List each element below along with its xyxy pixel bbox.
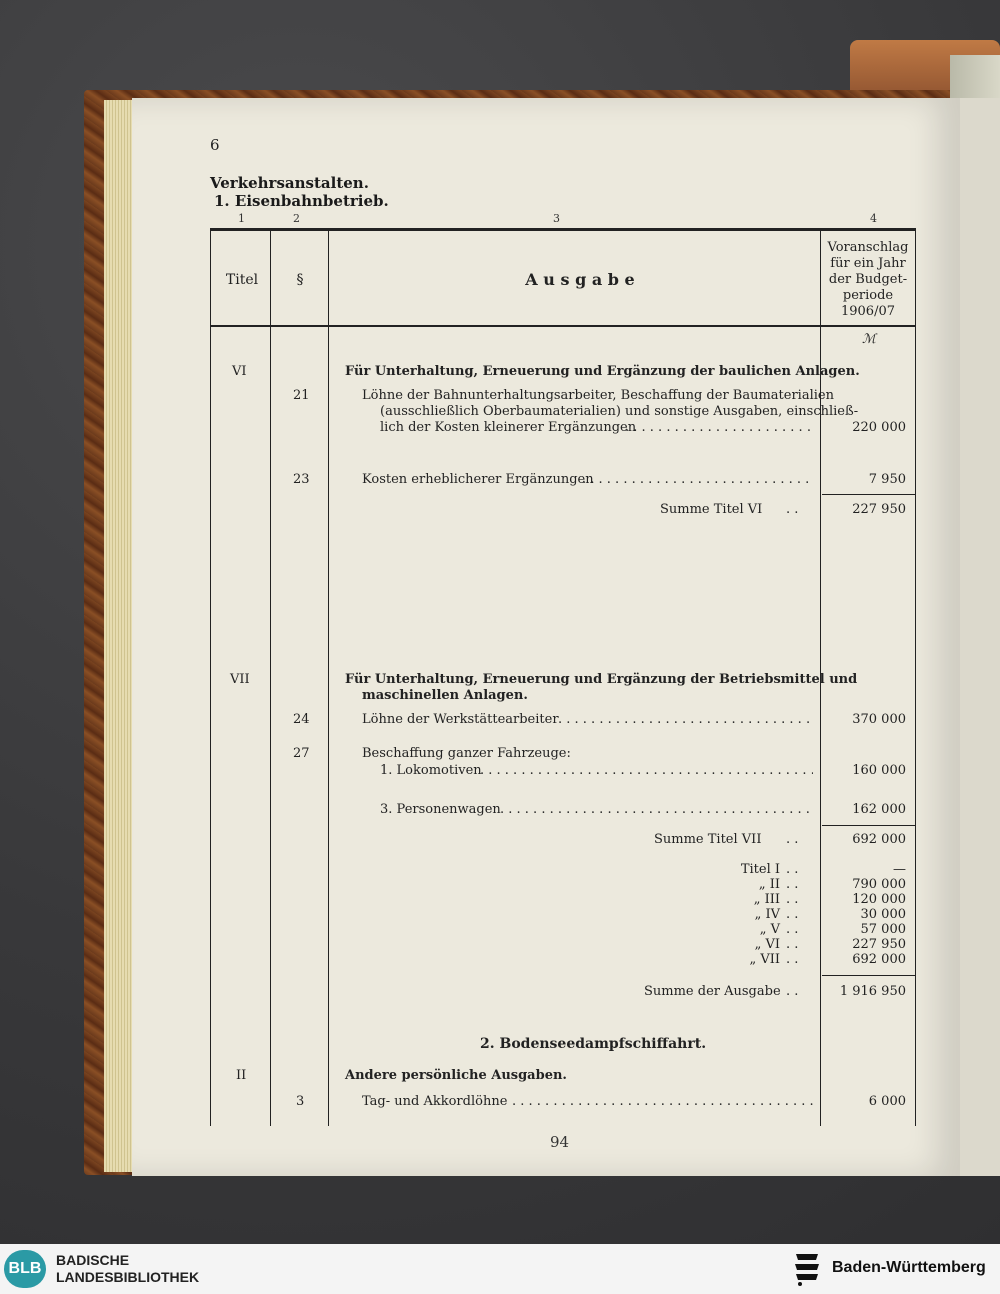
- paragraph-21-line1: Löhne der Bahnunterhaltungsarbeiter, Beschaffung der Baumaterialien: [362, 388, 834, 403]
- amount-3: 6 000: [868, 1094, 906, 1109]
- summary-amount: 227 950: [852, 937, 906, 952]
- titel-vi-heading: Für Unterhaltung, Erneuerung und Ergänzung der baulichen Anlagen.: [345, 364, 860, 379]
- column-number-4: 4: [870, 212, 877, 225]
- paragraph-24-text: Löhne der Werkstättearbeiter: [362, 712, 559, 727]
- amount-23: 7 950: [868, 472, 906, 487]
- page-edges: [104, 100, 134, 1172]
- sum-titel-vi-amount: 227 950: [852, 502, 906, 517]
- column-divider-1: [270, 231, 271, 1126]
- column-number-1: 1: [238, 212, 245, 225]
- paragraph-27: 27: [293, 746, 310, 761]
- amount-personenwagen: 162 000: [852, 802, 906, 817]
- sum-rule-7: [822, 825, 915, 826]
- sum-titel-vii-label: Summe Titel VII: [654, 832, 762, 847]
- header-ausgabe: A u s g a b e: [525, 270, 635, 289]
- titel-vii-heading-line2: maschinellen Anlagen.: [362, 688, 528, 703]
- paragraph-24: 24: [293, 712, 310, 727]
- dots-short: . .: [786, 502, 799, 517]
- summary-amount: 57 000: [860, 922, 906, 937]
- table-right-rule: [915, 231, 916, 1126]
- titel-vii: VII: [230, 672, 250, 687]
- amount-24: 370 000: [852, 712, 906, 727]
- lokomotiven-text: 1. Lokomotiven: [380, 763, 482, 778]
- next-page-edge: [960, 98, 1000, 1176]
- header-titel: Titel: [225, 272, 259, 288]
- summary-label: „ VI: [754, 937, 780, 952]
- table-left-rule: [210, 231, 211, 1126]
- header-paragraph: §: [296, 272, 304, 288]
- amount-lokomotiven: 160 000: [852, 763, 906, 778]
- total-label: Summe der Ausgabe: [644, 984, 781, 999]
- leader-dots: [480, 763, 813, 778]
- page-number: 6: [210, 136, 220, 154]
- summary-label: „ III: [753, 892, 780, 907]
- leader-dots: [512, 1094, 813, 1109]
- state-name[interactable]: Baden-Württemberg: [832, 1259, 986, 1276]
- summary-amount: 30 000: [860, 907, 906, 922]
- footer-page-number: 94: [550, 1133, 570, 1151]
- paragraph-3-text: Tag- und Akkordlöhne: [362, 1094, 508, 1109]
- summary-dots: . . . . . . . . . . . . . .: [786, 862, 799, 967]
- table-header-rule: [210, 325, 916, 327]
- header-voranschlag-line: Voranschlag: [827, 240, 909, 255]
- leader-dots: [500, 802, 813, 817]
- paragraph-21-line2: (ausschließlich Oberbaumaterialien) und sonstige Ausgaben, einschließ-: [380, 404, 859, 419]
- paragraph-21: 21: [293, 388, 310, 403]
- lion-crest-icon: [792, 1250, 822, 1288]
- summary-label: „ II: [758, 877, 780, 892]
- library-name-line2: LANDESBIBLIOTHEK: [56, 1269, 200, 1285]
- header-voranschlag: [822, 240, 914, 320]
- paragraph-21-line3: lich der Kosten kleinerer Ergänzungen: [380, 420, 637, 435]
- table-top-rule: [210, 228, 916, 231]
- sum-rule-6: [822, 494, 915, 495]
- column-divider-2: [328, 231, 329, 1126]
- summary-label: Titel I: [740, 862, 780, 877]
- section2-subheading: Andere persönliche Ausgaben.: [345, 1068, 567, 1083]
- library-name-line1: BADISCHE: [56, 1252, 130, 1268]
- header-voranschlag-line: für ein Jahr: [830, 256, 906, 271]
- paragraph-23: 23: [293, 472, 310, 487]
- section2-heading: 2. Bodenseedampfschiffahrt.: [480, 1036, 707, 1052]
- summary-label: „ VII: [749, 952, 780, 967]
- dots-short: . .: [786, 832, 799, 847]
- paragraph-3: 3: [296, 1094, 305, 1109]
- column-number-3: 3: [553, 212, 560, 225]
- summary-label: „ V: [759, 922, 780, 937]
- sum-titel-vii-amount: 692 000: [852, 832, 906, 847]
- section-title: Verkehrsanstalten.: [210, 174, 369, 192]
- personenwagen-text: 3. Personenwagen: [380, 802, 501, 817]
- header-voranschlag-line: der Budget-: [828, 272, 908, 287]
- amount-21: 220 000: [852, 420, 906, 435]
- leader-dots: [558, 712, 813, 727]
- paragraph-27-text: Beschaffung ganzer Fahrzeuge:: [362, 746, 571, 761]
- currency-unit: ℳ: [862, 332, 876, 347]
- summary-amount: —: [893, 862, 906, 877]
- summary-label: „ IV: [754, 907, 780, 922]
- paragraph-23-text: Kosten erheblicherer Ergänzungen: [362, 472, 594, 487]
- header-voranschlag-line: 1906/07: [840, 304, 895, 319]
- subsection-title: 1. Eisenbahnbetrieb.: [214, 192, 389, 210]
- header-voranschlag-line: periode: [842, 288, 894, 303]
- dots-short: . .: [786, 984, 799, 999]
- summary-amount: 120 000: [852, 892, 906, 907]
- sum-rule-total: [822, 975, 915, 976]
- sum-titel-vi-label: Summe Titel VI: [660, 502, 763, 517]
- blb-logo-icon[interactable]: BLB: [4, 1250, 46, 1288]
- titel-vii-heading-line1: Für Unterhaltung, Erneuerung und Ergänzung der Betriebsmittel und: [345, 672, 858, 687]
- summary-amount: 790 000: [852, 877, 906, 892]
- column-number-2: 2: [293, 212, 300, 225]
- leader-dots: [625, 420, 813, 435]
- titel-vi: VI: [232, 364, 247, 379]
- summary-amount: 692 000: [852, 952, 906, 967]
- section2-titel: II: [236, 1068, 247, 1083]
- total-amount: 1 916 950: [839, 984, 906, 999]
- leader-dots: [582, 472, 813, 487]
